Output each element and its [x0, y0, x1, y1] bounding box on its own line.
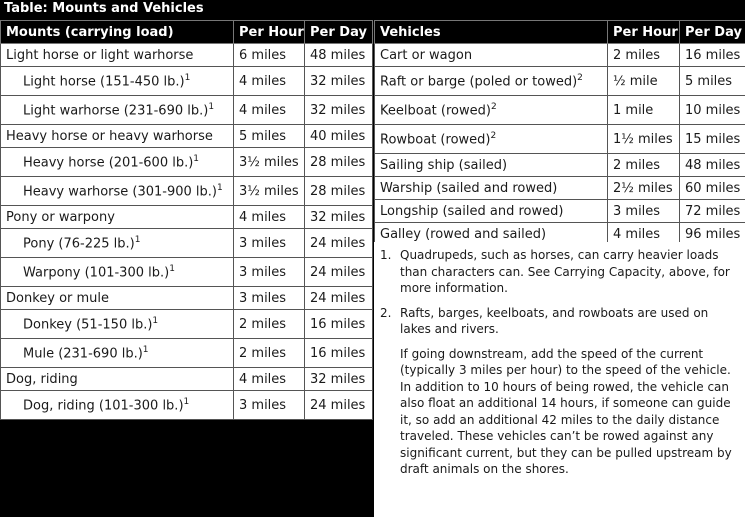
table-row: [1, 258, 373, 287]
footnote-ref: 1: [183, 396, 190, 407]
per-day-cell: 48 miles: [680, 154, 745, 177]
table-row: [1, 44, 373, 67]
per-hour-cell: 3 miles: [234, 391, 305, 420]
row-name: Light horse (151-450 lb.): [23, 74, 185, 90]
per-hour-cell: 1½ miles: [608, 125, 680, 154]
row-name-cell: [1, 339, 234, 368]
footnotes: [374, 242, 745, 517]
row-name: Galley (rowed and sailed): [380, 226, 547, 242]
per-day-cell: 48 miles: [305, 44, 373, 67]
table-row: [1, 96, 373, 125]
footnote-ref: 2: [490, 101, 497, 112]
footnote-ref: 2: [577, 72, 583, 83]
per-hour-cell: 4 miles: [234, 206, 305, 229]
per-day-cell: 32 miles: [305, 96, 373, 125]
per-day-cell: 24 miles: [305, 287, 373, 310]
per-hour-cell: 3 miles: [608, 200, 680, 223]
per-hour-cell: 3 miles: [234, 287, 305, 310]
per-hour-cell: 4 miles: [234, 96, 305, 125]
row-name: Light horse or light warhorse: [6, 47, 194, 63]
per-day-cell: 16 miles: [305, 339, 373, 368]
per-hour-cell: 1 mile: [608, 96, 680, 125]
per-hour-cell: 2 miles: [608, 44, 680, 67]
table-row: [1, 148, 373, 177]
table-row: [1, 67, 373, 96]
row-name: Heavy warhorse (301-900 lb.): [23, 184, 218, 200]
row-name-cell: [1, 67, 234, 96]
per-day-cell: 96 miles: [680, 223, 745, 246]
table-row: [375, 44, 745, 67]
footnote-number: 1.: [380, 248, 392, 262]
row-name-cell: [1, 229, 234, 258]
mounts-header-day: Per Day: [305, 21, 373, 44]
table-row: [1, 287, 373, 310]
row-name-cell: [1, 206, 234, 229]
footnote-ref: 2: [490, 130, 497, 141]
table-row: [1, 229, 373, 258]
table-row: [375, 125, 745, 154]
row-name: Keelboat (rowed): [380, 103, 491, 119]
footnote-ref: 1: [152, 315, 159, 326]
per-day-cell: 60 miles: [680, 177, 745, 200]
row-name-cell: [375, 177, 608, 200]
row-name: Donkey or mule: [6, 290, 110, 306]
row-name: Dog, riding (101-300 lb.): [23, 398, 184, 414]
per-day-cell: 10 miles: [680, 96, 745, 125]
row-name-cell: [1, 258, 234, 287]
per-hour-cell: 2 miles: [234, 339, 305, 368]
footnote-text: Rafts, barges, keelboats, and rowboats are used on lakes and rivers.: [400, 305, 709, 336]
row-name-cell: [1, 44, 234, 67]
per-hour-cell: 4 miles: [608, 223, 680, 246]
table-row: [1, 368, 373, 391]
row-name: Heavy horse or heavy warhorse: [6, 128, 213, 144]
per-day-cell: 24 miles: [305, 391, 373, 420]
per-day-cell: 24 miles: [305, 229, 373, 258]
row-name: Warpony (101-300 lb.): [23, 265, 170, 281]
per-day-cell: 40 miles: [305, 125, 373, 148]
footnote-ref: 1: [217, 182, 223, 193]
per-hour-cell: 3½ miles: [234, 148, 305, 177]
per-hour-cell: 2 miles: [234, 310, 305, 339]
footnote-text: Quadrupeds, such as horses, can carry heavier loads than characters can. See Carrying Capacity, above, for more information.: [400, 248, 730, 295]
vehicles-header-day: Per Day: [680, 21, 745, 44]
row-name: Pony or warpony: [6, 209, 115, 225]
table-row: [375, 177, 745, 200]
table-row: [375, 67, 745, 96]
mounts-header-row: [1, 21, 373, 44]
per-hour-cell: 6 miles: [234, 44, 305, 67]
mounts-header-name: Mounts (carrying load): [1, 21, 234, 44]
vehicles-header-row: [375, 21, 745, 44]
per-hour-cell: 2½ miles: [608, 177, 680, 200]
per-hour-cell: 5 miles: [234, 125, 305, 148]
table-row: [1, 339, 373, 368]
per-day-cell: 28 miles: [305, 148, 373, 177]
per-day-cell: 15 miles: [680, 125, 745, 154]
per-hour-cell: 3½ miles: [234, 177, 305, 206]
per-hour-cell: 4 miles: [234, 67, 305, 96]
table-row: [375, 200, 745, 223]
row-name-cell: [1, 125, 234, 148]
row-name: Sailing ship (sailed): [380, 157, 508, 173]
vehicles-header-name: Vehicles: [375, 21, 608, 44]
footnote-ref: 1: [134, 234, 141, 245]
row-name-cell: [1, 96, 234, 125]
row-name-cell: [375, 44, 608, 67]
row-name-cell: [375, 154, 608, 177]
row-name: Raft or barge (poled or towed): [380, 74, 578, 90]
table-row: [1, 206, 373, 229]
footnote-number: 2.: [380, 305, 392, 320]
per-day-cell: 16 miles: [680, 44, 745, 67]
row-name-cell: [375, 96, 608, 125]
row-name: Cart or wagon: [380, 47, 473, 63]
row-name: Pony (76-225 lb.): [23, 236, 135, 252]
per-day-cell: 32 miles: [305, 67, 373, 96]
per-hour-cell: 3 miles: [234, 258, 305, 287]
vehicles-header-hour: Per Hour: [608, 21, 680, 44]
table-row: [1, 391, 373, 420]
row-name-cell: [375, 125, 608, 154]
row-name-cell: [1, 391, 234, 420]
table-row: [1, 125, 373, 148]
footnote-ref: 1: [193, 153, 200, 164]
footnote-ref: 1: [184, 72, 191, 83]
footnote-2: [380, 305, 739, 338]
table-row: [375, 154, 745, 177]
row-name-cell: [1, 148, 234, 177]
table-row: [375, 96, 745, 125]
mounts-header-hour: Per Hour: [234, 21, 305, 44]
footnote-1: [380, 247, 739, 297]
per-day-cell: 5 miles: [680, 67, 745, 96]
footnote-ref: 1: [169, 263, 175, 274]
row-name: Light warhorse (231-690 lb.): [23, 103, 209, 119]
per-day-cell: 16 miles: [305, 310, 373, 339]
per-day-cell: 24 miles: [305, 258, 373, 287]
table-row: [1, 310, 373, 339]
vehicles-table: [374, 20, 745, 246]
row-name: Longship (sailed and rowed): [380, 203, 564, 219]
row-name: Heavy horse (201-600 lb.): [23, 155, 194, 171]
row-name: Mule (231-690 lb.): [23, 346, 143, 362]
mounts-table: [0, 20, 373, 420]
footnote-ref: 1: [208, 101, 215, 112]
per-day-cell: 32 miles: [305, 206, 373, 229]
table-row: [1, 177, 373, 206]
row-name-cell: [375, 200, 608, 223]
footnote-ref: 1: [142, 344, 149, 355]
row-name-cell: [1, 177, 234, 206]
row-name: Donkey (51-150 lb.): [23, 317, 153, 333]
per-day-cell: 32 miles: [305, 368, 373, 391]
row-name: Rowboat (rowed): [380, 132, 491, 148]
per-day-cell: 72 miles: [680, 200, 745, 223]
footnote-2-paragraph: If going downstream, add the speed of the current (typically 3 miles per hour) to the speed of the vehicle. In addition to 10 hours of being rowed, the vehicle can also float an additional 14 hours, if someone can guide it, so add an additional 42 miles to the daily distance traveled. These vehicles can’t be rowed against any significant current, but they can be pulled upstream by draft animals on the shores.: [400, 346, 732, 476]
per-day-cell: 28 miles: [305, 177, 373, 206]
row-name-cell: [1, 310, 234, 339]
per-hour-cell: ½ mile: [608, 67, 680, 96]
row-name-cell: [1, 368, 234, 391]
row-name-cell: [375, 67, 608, 96]
per-hour-cell: 4 miles: [234, 368, 305, 391]
row-name: Dog, riding: [6, 371, 78, 387]
table-title: Table: Mounts and Vehicles: [4, 1, 204, 16]
per-hour-cell: 2 miles: [608, 154, 680, 177]
row-name: Warship (sailed and rowed): [380, 180, 558, 196]
row-name-cell: [1, 287, 234, 310]
per-hour-cell: 3 miles: [234, 229, 305, 258]
